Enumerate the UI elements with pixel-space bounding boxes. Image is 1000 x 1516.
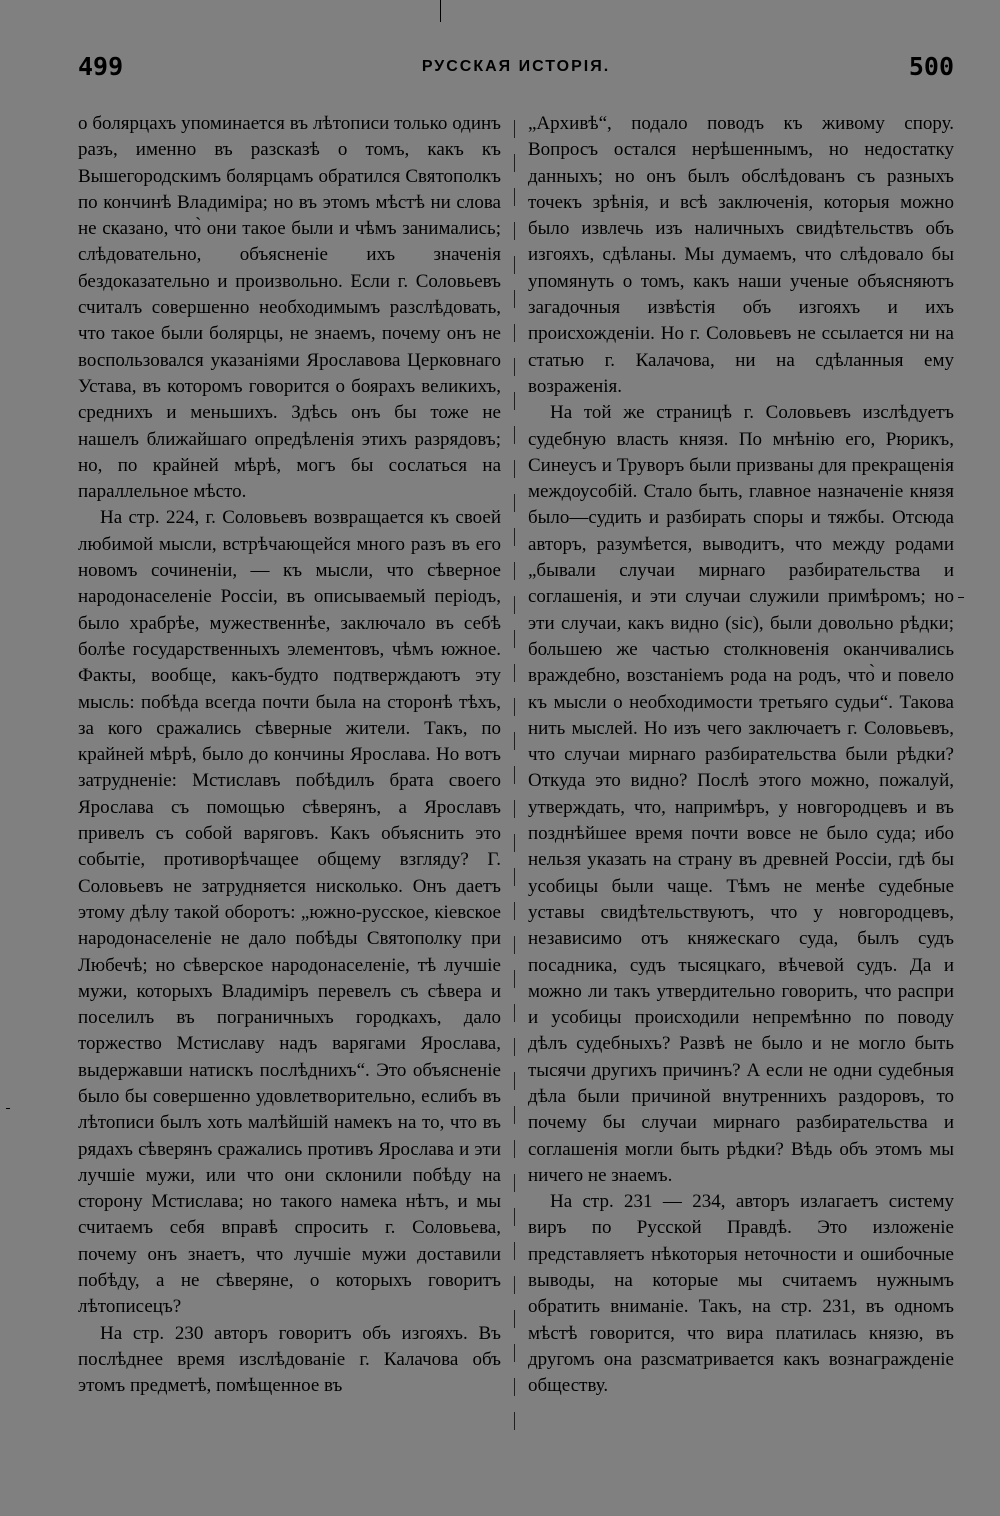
scan-artifact-mark: [6, 1108, 10, 1109]
scan-artifact-mark: [440, 0, 441, 22]
paragraph: „Архивѣ“, подало поводъ къ живому спору. Вопросъ остался нерѣшеннымъ, но недостатку данныхъ; но онъ былъ обслѣдованъ съ разныхъ точекъ зрѣнія, и всѣ заключенія, которыя можно было извлечь изъ наличныхъ свидѣтельствъ объ изгояхъ, сдѣланы. Мы думаемъ, что слѣдовало бы упомянуть о томъ, какъ наши ученые объясняютъ загадочныя извѣстія объ изгояхъ и ихъ происхожденіи. Но г. Соловьевъ не ссылается ни на статью г. Калачова, ни на сдѣланныя ему возраженія.: [528, 113, 954, 397]
right-column: [528, 111, 954, 1400]
left-column: [78, 111, 501, 1400]
paragraph: о болярцахъ упоминается въ лѣтописи только одинъ разъ, именно въ разсказѣ о томъ, какъ къ Вышегородскимъ болярцамъ обратился Святополкъ по кончинѣ Владиміра; но въ этомъ мѣстѣ ни слова не сказано, что̀ они такое были и чѣмъ занимались; слѣдовательно, объясненіе ихъ значенія бездоказательно и произвольно. Если г. Соловьевъ считалъ совершенно необходимымъ разслѣдовать, что такое были болярцы, не знаемъ, почему онъ не воспользовался указаніями Ярославова Церковнаго Устава, въ которомъ говорится о боярахъ великихъ, среднихъ и меньшихъ. Здѣсь онъ бы тоже не нашелъ ближайшаго опредѣленія этихъ разрядовъ; но, по крайней мѣрѣ, могъ бы сослаться на параллельное мѣсто.: [78, 113, 501, 503]
page-header: [78, 52, 954, 92]
paragraph: На стр. 230 авторъ говоритъ объ изгояхъ. Въ послѣднее время изслѣдованіе г. Калачова объ этомъ предметѣ, помѣщенное въ: [78, 1322, 501, 1397]
running-title: РУССКАЯ ИСТОРІЯ.: [421, 58, 611, 75]
page-number-right: 500: [908, 52, 954, 81]
paragraph: На стр. 231 — 234, авторъ излагаетъ систему виръ по Русской Правдѣ. Это изложеніе представляетъ нѣкоторыя неточности и ошибочные выводы, на которые мы считаемъ нужнымъ обратить вниманіе. Такъ, на стр. 231, въ одномъ мѣстѣ говорится, что вира платилась князю, въ другомъ она разсматривается какъ вознагражденіе обществу.: [528, 1191, 954, 1397]
column-divider: [514, 120, 515, 1430]
paragraph: На той же страницѣ г. Соловьевъ изслѣдуетъ судебную власть князя. По мнѣнію его, Рюрикъ, Синеусъ и Труворъ были призваны для прекращенія междоусобій. Стало быть, главное назначеніе князя было—судить и разбирать споры и тяжбы. Отсюда авторъ, разумѣется, выводитъ, что между родами „бывали случаи мирнаго разбирательства и соглашенія, и эти случаи служили примѣромъ; но эти случаи, какъ видно (sic), были довольно рѣдки; большею же частью столкновенія оканчивались враждебно, возстаніемъ рода на родъ, что̀ и повело къ мысли о необходимости третьяго судьи“. Такова нить мыслей. Но изъ чего заключаетъ г. Соловьевъ, что случаи мирнаго разбирательства были рѣдки? Откуда это видно? Послѣ этого можно, пожалуй, утверждать, что, напримѣръ, у новгородцевъ и въ позднѣйшее время почти вовсе не было суда; ибо нельзя указать на страну въ древней Россіи, гдѣ бы усобицы были чаще. Тѣмъ не менѣе судебные уставы свидѣтельствуютъ, что у новгородцевъ, независимо отъ княжескаго суда, былъ судъ посадника, судъ тысяцкаго, вѣчевой судъ. Да и можно ли такъ утвердительно говорить, что распри и усобицы происходили непремѣнно по поводу дѣлъ судебныхъ? Развѣ не было и не могло быть тысячи другихъ причинъ? А если не одни судебныя дѣла были причиной внутреннихъ раздоровъ, то почему бы случаи мирнаго разбирательства и соглашенія могли быть рѣдки? Вѣдь объ этомъ мы ничего не знаемъ.: [528, 402, 954, 1186]
page-number-left: 499: [78, 52, 124, 81]
scan-artifact-mark: [958, 597, 964, 598]
paragraph: На стр. 224, г. Соловьевъ возвращается къ своей любимой мысли, встрѣчающейся много разъ въ его новомъ сочиненіи, — къ мысли, что сѣверное народонаселеніе Россіи, въ описываемый періодъ, было храбрѣе, мужественнѣе, заключало въ себѣ болѣе государственныхъ элементовъ, чѣмъ южное. Факты, вообще, какъ-будто подтверждаютъ эту мысль: побѣда всегда почти была на сторонѣ тѣхъ, за кого сражались сѣверные жители. Такъ, по крайней мѣрѣ, было до кончины Ярослава. Но вотъ затрудненіе: Мстиславъ побѣдилъ брата своего Ярослава съ помощью сѣверянъ, а Ярославъ привелъ съ собой варяговъ. Какъ объяснить это событіе, противорѣчащее общему взгляду? Г. Соловьевъ не затрудняется нисколько. Онъ даетъ этому дѣлу такой оборотъ: „южно-русское, кіевское народонаселеніе не дало побѣды Святополку при Любечѣ; но сѣверское народонаселеніе, тѣ лучшіе мужи, которыхъ Владиміръ перевелъ съ сѣвера и поселилъ въ пограничныхъ городкахъ, дало торжество Мстиславу надъ варягами Ярослава, выдержавши натискъ послѣднихъ“. Это объясненіе было бы совершенно удовлетворительно, еслибъ въ лѣтописи былъ хоть малѣйшій намекъ на то, что въ рядахъ сѣверянъ сражались противъ Ярослава и эти лучшіе мужи, или что они склонили побѣду на сторону Мстислава; но такого намека нѣтъ, и мы считаемъ себя вправѣ спросить г. Соловьева, почему онъ знаетъ, что лучшіе мужи доставили побѣду, а не сѣверяне, о которыхъ говоритъ лѣтописецъ?: [78, 507, 501, 1318]
